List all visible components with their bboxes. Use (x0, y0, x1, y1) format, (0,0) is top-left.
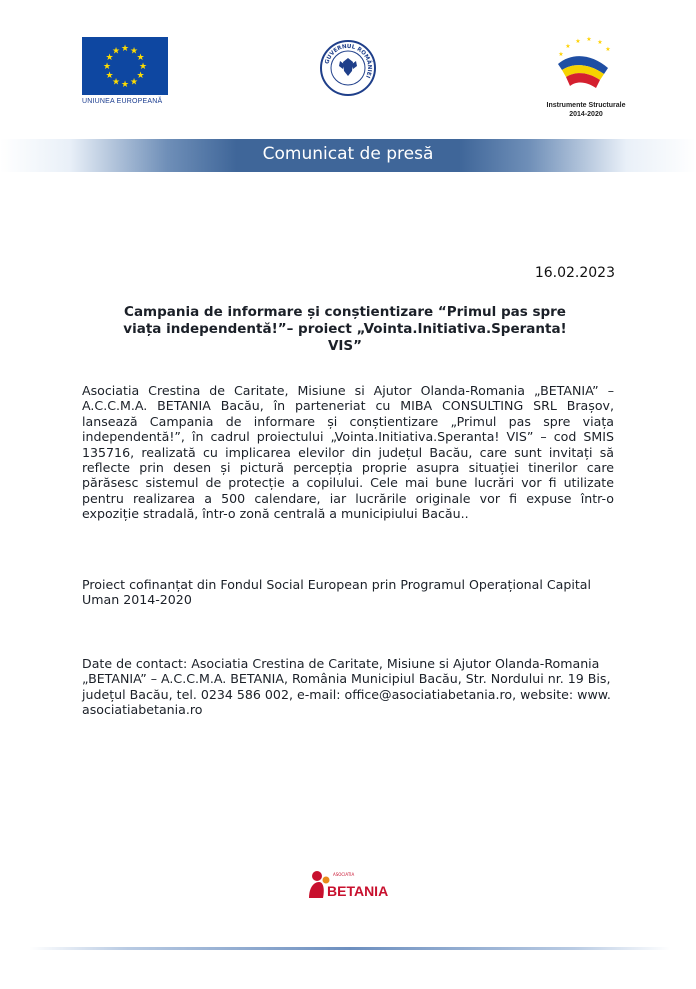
betania-wordmark: BETANIA (327, 883, 389, 899)
body-paragraph-contact: Date de contact: Asociatia Crestina de Caritate, Misiune si Ajutor Olanda-Romania „BETANIA” – A.C.C.M.A. BETANIA, România Municipiul Bacău, Str. Nordului nr. 19 Bis, județul Bacău, tel. 0234 586 002, e-mail: office@asociatiabetania.ro, website: www. asociatiabetania.ro (82, 656, 611, 718)
svg-text:★: ★ (597, 39, 603, 46)
svg-text:★: ★ (111, 46, 121, 57)
svg-text:★: ★ (120, 80, 130, 90)
press-release-title (90, 304, 600, 355)
svg-text:★: ★ (120, 44, 130, 54)
svg-text:★: ★ (129, 77, 139, 88)
is-caption-line1: Instrumente Structurale (546, 102, 626, 109)
eu-caption: UNIUNEA EUROPEANĂ (82, 98, 163, 105)
footer-divider (30, 947, 670, 950)
betania-logo (303, 868, 395, 902)
body-paragraph-campaign: Asociatia Crestina de Caritate, Misiune si Ajutor Olanda-Romania „BETANIA” – A.C.C.M.A. BETANIA Bacău, în parteneriat cu MIBA CONSULTING SRL Brașov, lansează Campania de informare și conștientizare „Primul pas spre viața independentă!”, în cadrul proiectului „Vointa.Initiativa.Speranta! VIS” – cod SMIS 135716, realizată cu implicarea elevilor din județul Bacău, care sunt invitați să reflecte prin desen și pictură percepția proprie asupra situației tinerilor care părăsesc sistemul de protecție a copilului. Cele mai bune lucrări vor fi utilizate pentru realizarea a 500 calendare, iar lucrările originale vor fi expuse într-o expoziție stradală, într-o zonă centrală a municipiului Bacău.. (82, 383, 614, 522)
instrumente-structurale-caption (540, 101, 632, 119)
release-date: 16.02.2023 (534, 265, 615, 281)
svg-text:★: ★ (586, 36, 592, 43)
title-line-3: VIS” (327, 338, 363, 354)
title-line-1: Campania de informare și conștientizare “Primul pas spre (124, 304, 566, 320)
svg-text:★: ★ (138, 62, 148, 72)
eu-stars-icon (82, 37, 168, 95)
body-paragraph-cofinancing: Proiect cofinanțat din Fondul Social European prin Programul Operațional Capital Uman 2014-2020 (82, 577, 592, 608)
svg-text:★: ★ (575, 38, 581, 45)
eu-flag-logo (82, 37, 168, 95)
seal-text: GUVERNUL ROMÂNIEI (324, 43, 373, 79)
banner-title: Comunicat de presă (262, 144, 434, 164)
betania-small-text: ASOCIATIA (333, 872, 355, 877)
government-seal-logo (320, 40, 376, 96)
svg-text:★: ★ (136, 53, 145, 63)
svg-text:★: ★ (136, 71, 145, 81)
is-caption-line2: 2014-2020 (569, 111, 603, 118)
svg-text:★: ★ (105, 53, 114, 63)
title-line-2: viața independentă!”– proiect „Vointa.Initiativa.Speranta! (123, 321, 567, 337)
svg-text:★: ★ (605, 46, 611, 53)
svg-text:★: ★ (129, 46, 139, 57)
svg-text:★: ★ (105, 71, 114, 81)
svg-text:★: ★ (111, 77, 121, 88)
instrumente-structurale-logo (548, 34, 624, 100)
svg-text:★: ★ (102, 62, 112, 72)
svg-text:★: ★ (558, 51, 564, 58)
svg-text:★: ★ (565, 43, 571, 50)
